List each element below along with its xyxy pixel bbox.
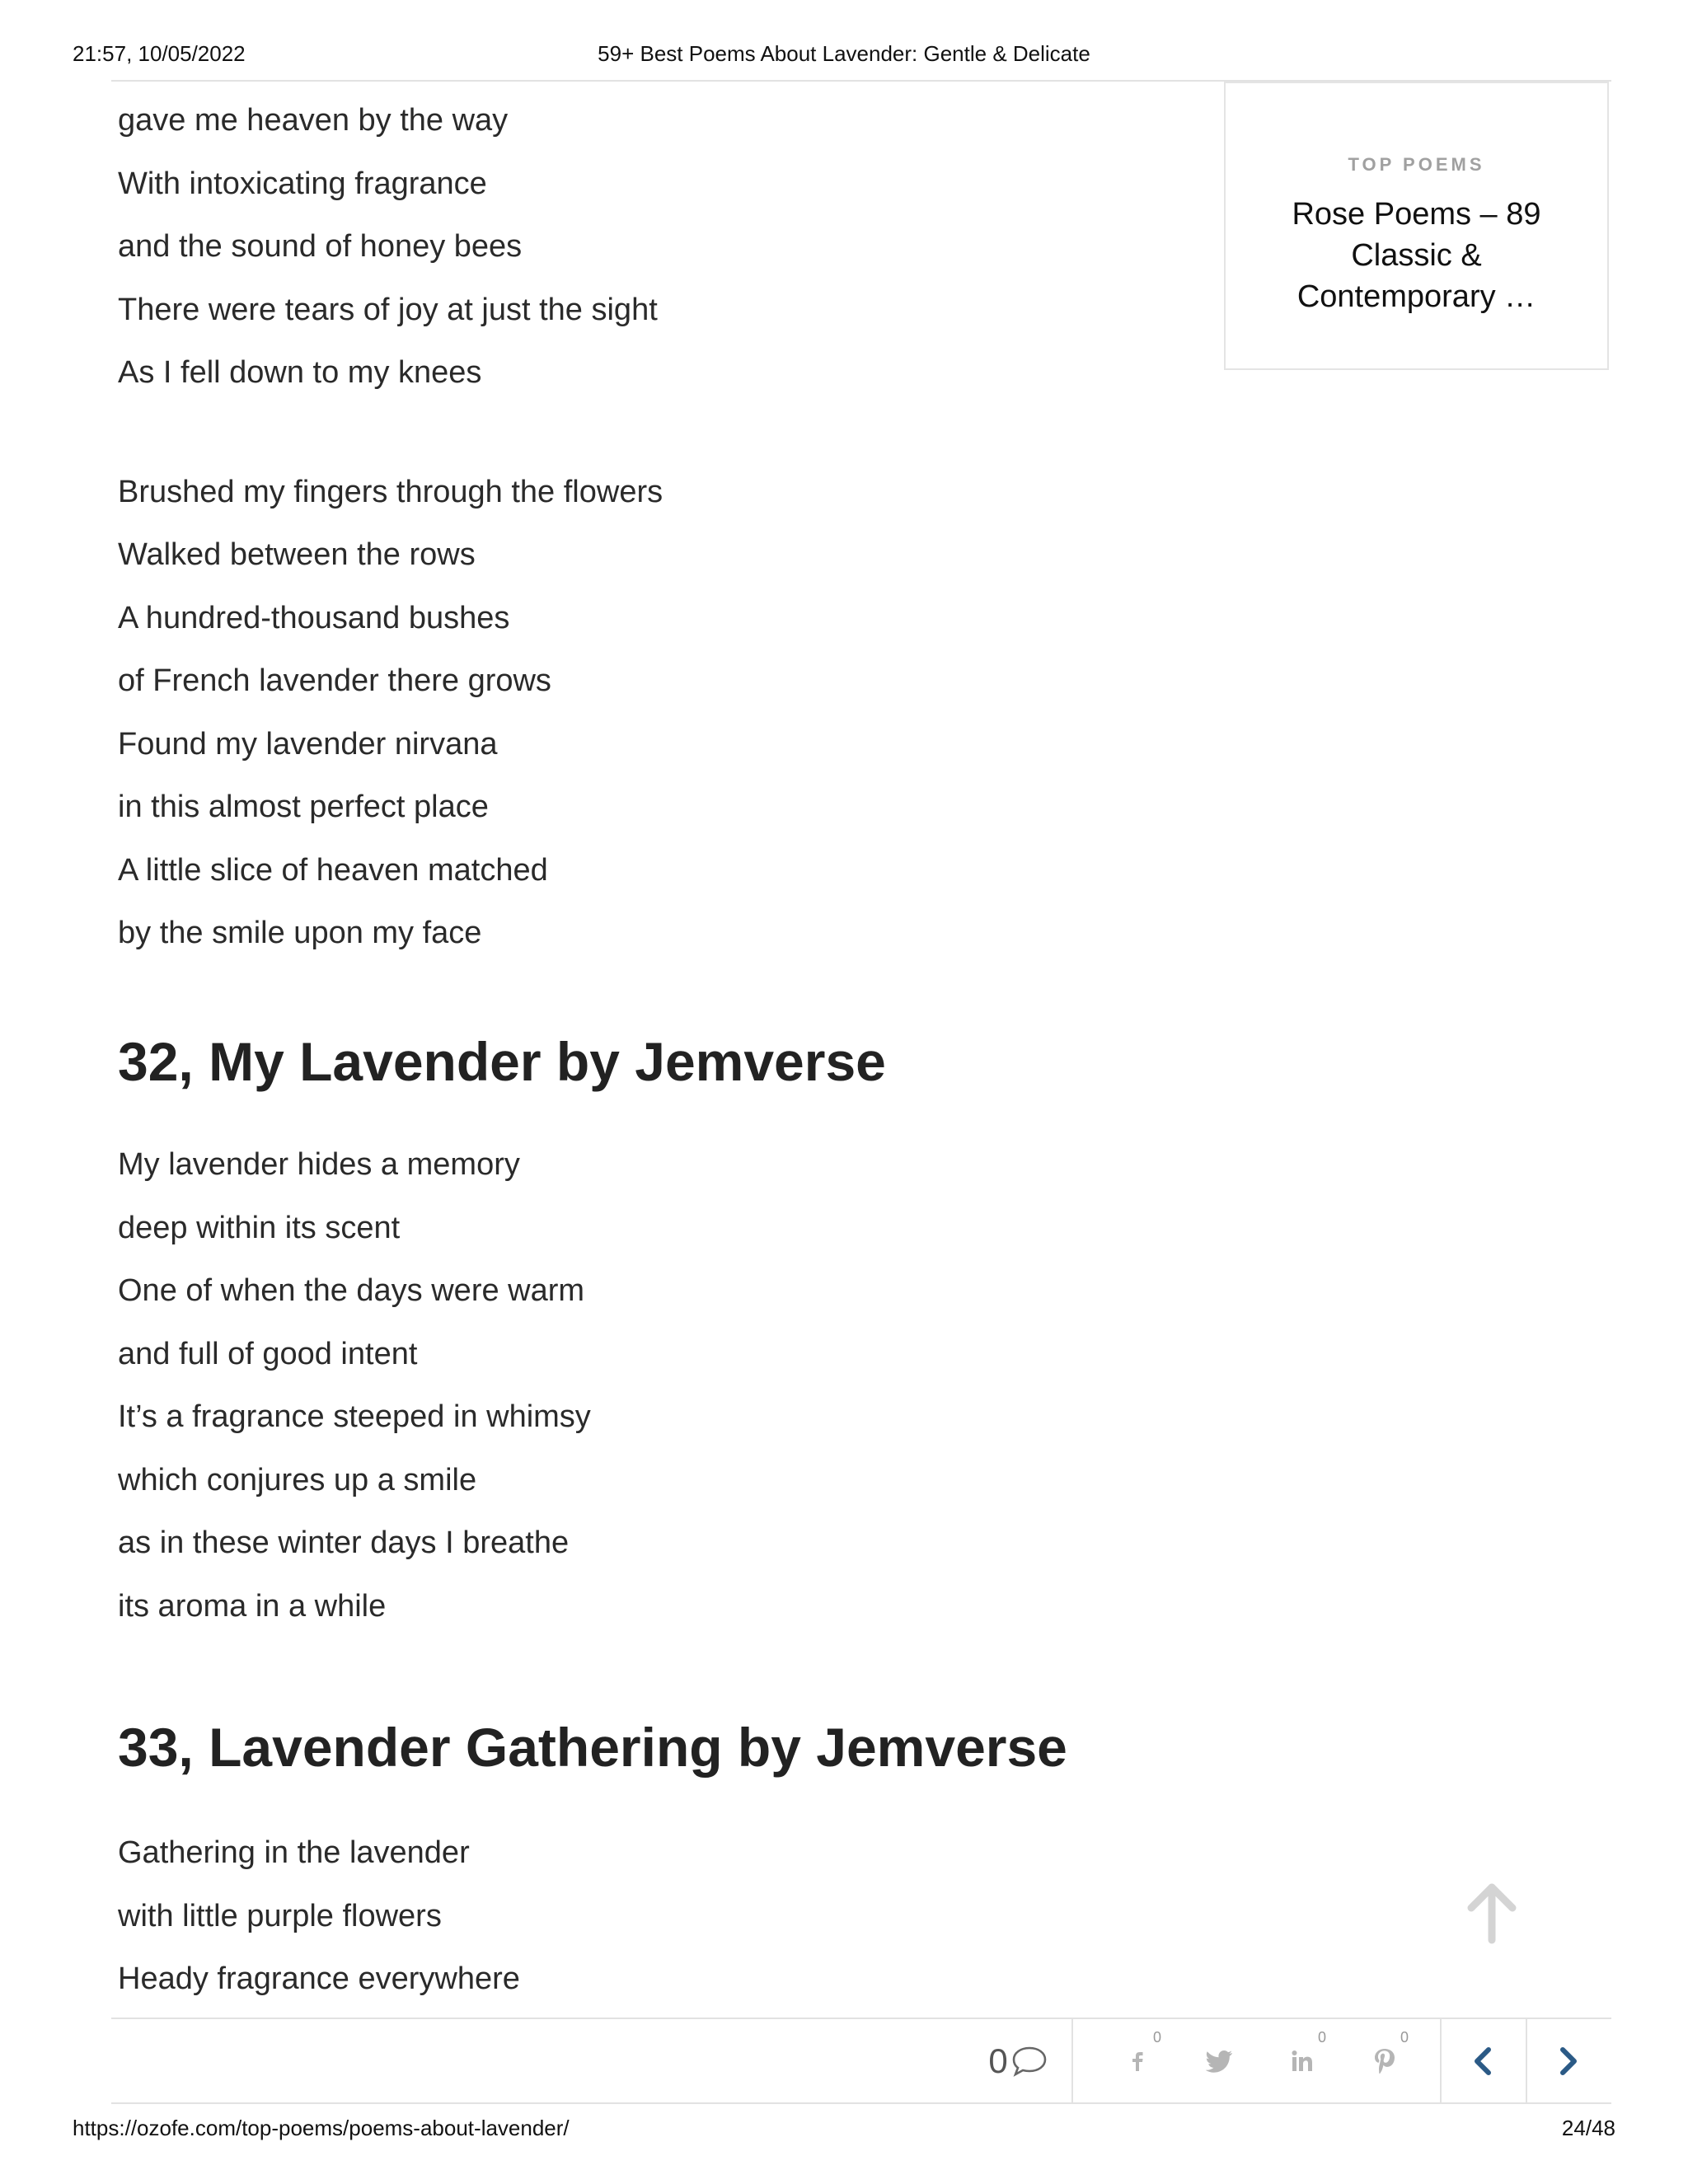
comments-button[interactable]	[977, 2019, 1059, 2102]
chevron-right-icon	[1556, 2045, 1581, 2078]
poem-line: as in these winter days I breathe	[118, 1526, 570, 1560]
poem-heading: 32, My Lavender by Jemverse	[118, 1031, 886, 1092]
poem-line: One of when the days were warm	[118, 1273, 585, 1308]
poem-line: My lavender hides a memory	[118, 1147, 520, 1182]
poem-stanza	[118, 89, 1189, 405]
poem-line: its aroma in a while	[118, 1588, 387, 1624]
next-post-button[interactable]	[1527, 2019, 1610, 2102]
print-header	[73, 41, 1615, 66]
poem-line: with little purple flowers	[118, 1898, 442, 1933]
facebook-share-button[interactable]	[1100, 2019, 1175, 2102]
poem-line: It’s a fragrance steeped in whimsy	[118, 1399, 591, 1434]
poem-line: Heady fragrance everywhere	[118, 1961, 520, 1996]
poem-line: Walked between the rows	[118, 537, 476, 572]
poem-line: There were tears of joy at just the sight	[118, 292, 658, 327]
poem-line: and the sound of honey bees	[118, 229, 523, 264]
pinterest-share-button[interactable]	[1348, 2019, 1422, 2102]
poem-line: deep within its scent	[118, 1210, 401, 1245]
poem-body	[118, 1821, 520, 2011]
facebook-share-count: 0	[1152, 2029, 1161, 2046]
pinterest-share-count: 0	[1400, 2029, 1409, 2046]
linkedin-icon	[1290, 2049, 1315, 2074]
poem-line: which conjures up a smile	[118, 1462, 477, 1497]
comment-count: 0	[988, 2041, 1008, 2080]
poem-line: by the smile upon my face	[118, 916, 482, 950]
share-bar	[111, 2018, 1611, 2104]
poem-line: As I fell down to my knees	[118, 355, 482, 390]
share-divider	[1071, 2019, 1073, 2102]
poem-stanza	[118, 461, 1189, 965]
widget-label: TOP POEMS	[1348, 154, 1485, 175]
poem-line: With intoxicating fragrance	[118, 166, 487, 201]
poem-line: Found my lavender nirvana	[118, 726, 498, 762]
comment-bubble-icon	[1011, 2046, 1048, 2077]
print-footer	[73, 2116, 1615, 2140]
twitter-icon	[1206, 2050, 1234, 2073]
poem-line: A hundred-thousand bushes	[118, 600, 510, 635]
poem-body	[118, 1133, 591, 1638]
facebook-icon	[1127, 2049, 1148, 2074]
top-poems-widget	[1224, 82, 1609, 370]
print-datetime: 21:57, 10/05/2022	[73, 41, 246, 66]
linkedin-share-button[interactable]	[1265, 2019, 1339, 2102]
chevron-left-icon	[1470, 2045, 1495, 2078]
article-content	[118, 89, 1189, 965]
poem-heading: 33, Lavender Gathering by Jemverse	[118, 1717, 1067, 1778]
poem-line: A little slice of heaven matched	[118, 852, 548, 888]
twitter-share-button[interactable]	[1183, 2019, 1257, 2102]
pinterest-icon	[1373, 2048, 1396, 2074]
poem-line: in this almost perfect place	[118, 790, 489, 824]
back-to-top-button[interactable]	[1463, 1879, 1521, 1945]
poem-line: of French lavender there grows	[118, 663, 551, 698]
poem-line: Brushed my fingers through the flowers	[118, 474, 663, 509]
print-page-number: 24/48	[1561, 2116, 1615, 2140]
previous-post-button[interactable]	[1442, 2019, 1524, 2102]
poem-line: and full of good intent	[118, 1336, 418, 1371]
top-poem-link[interactable]: Rose Poems – 89 Classic & Contemporary …	[1292, 197, 1541, 314]
poem-line: Gathering in the lavender	[118, 1835, 470, 1870]
print-url: https://ozofe.com/top-poems/poems-about-lavender/	[73, 2116, 570, 2140]
poem-line: gave me heaven by the way	[118, 103, 509, 138]
print-page-title: 59+ Best Poems About Lavender: Gentle & Delicate	[598, 41, 1090, 66]
arrow-up-icon	[1463, 1879, 1521, 1945]
linkedin-share-count: 0	[1317, 2029, 1326, 2046]
